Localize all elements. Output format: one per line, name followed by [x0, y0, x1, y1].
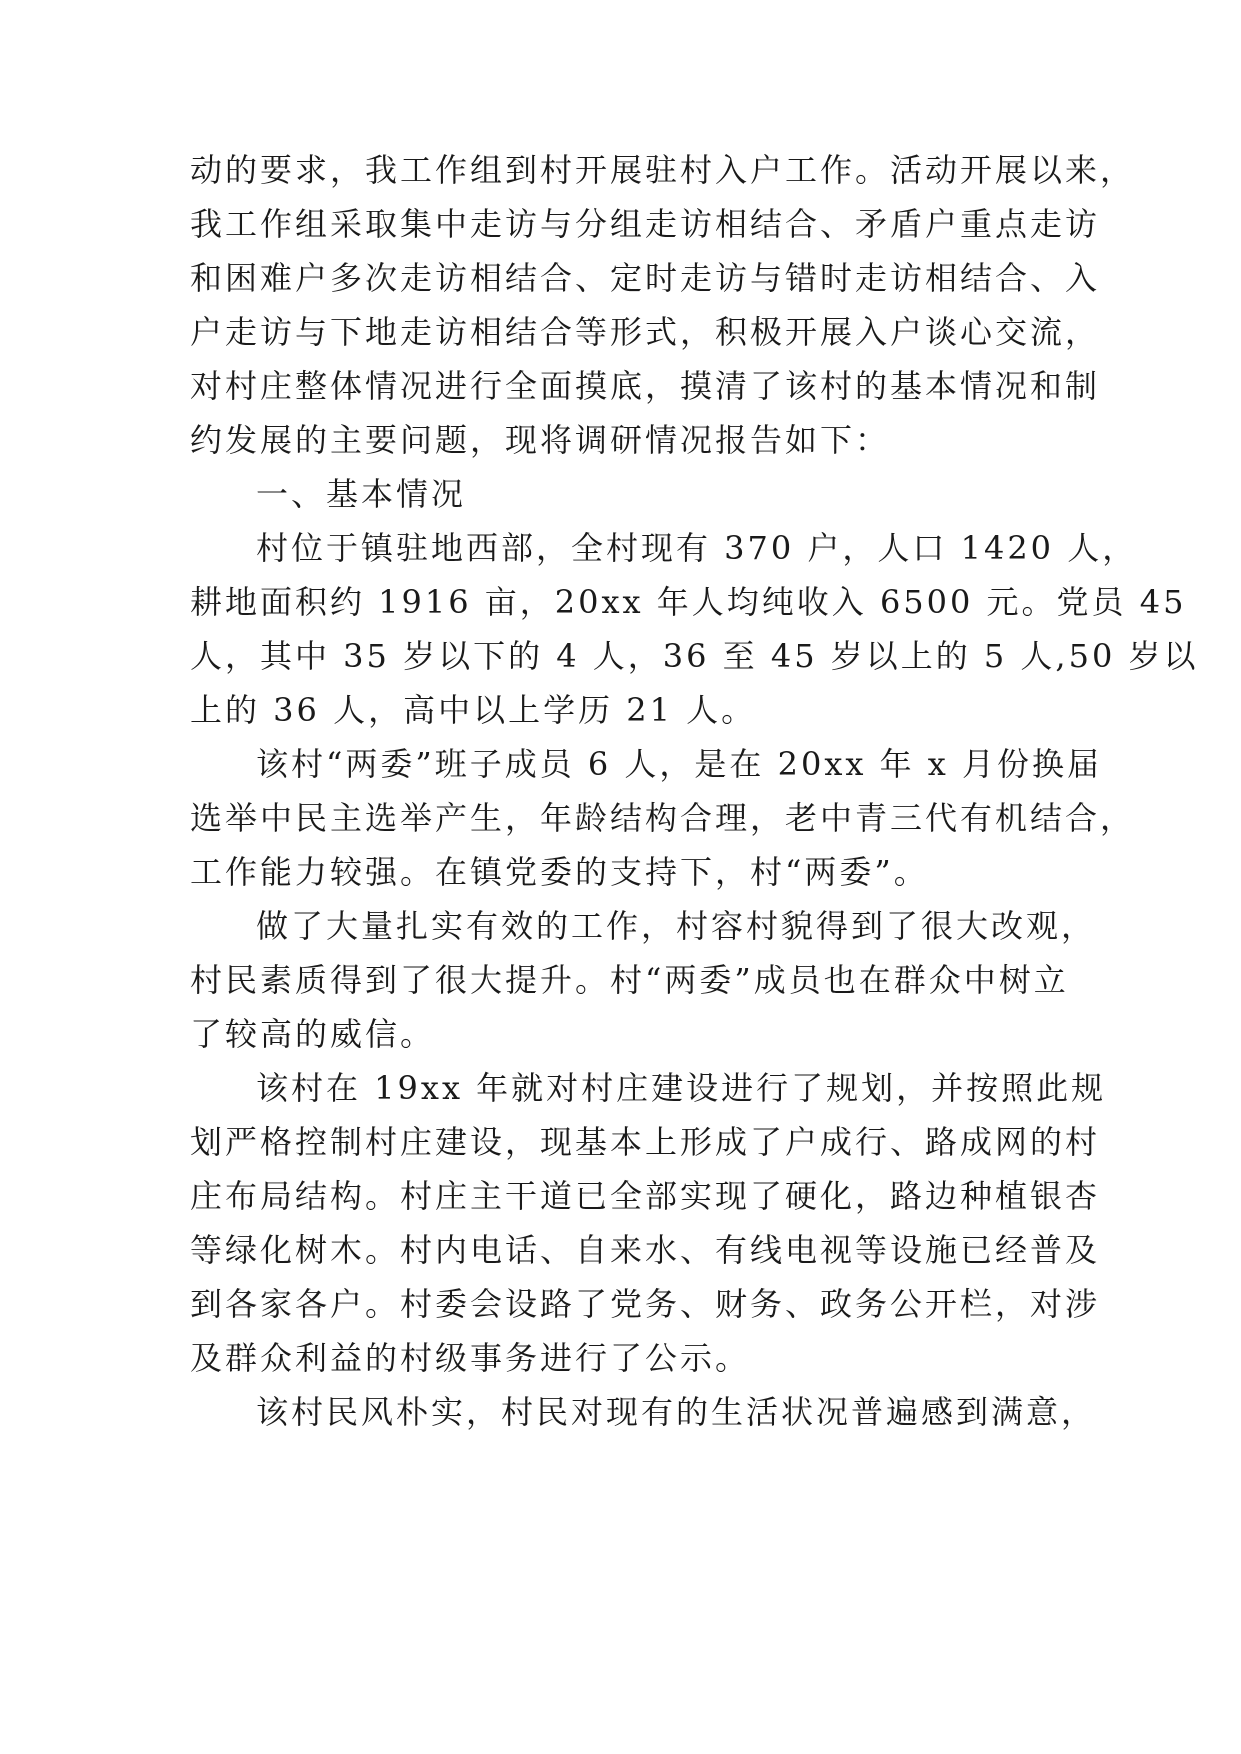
text-line: 动的要求，我工作组到村开展驻村入户工作。活动开展以来，	[190, 151, 1136, 189]
text-line: 到各家各户。村委会设路了党务、财务、政务公开栏，对涉	[190, 1285, 1101, 1323]
text-line: 上的 36 人，高中以上学历 21 人。	[190, 691, 757, 729]
text-line: 庄布局结构。村庄主干道已全部实现了硬化，路边种植银杏	[190, 1177, 1101, 1215]
text-line: 划严格控制村庄建设，现基本上形成了户成行、路成网的村	[190, 1123, 1101, 1161]
text-line: 我工作组采取集中走访与分组走访相结合、矛盾户重点走访	[190, 205, 1101, 243]
text-line: 对村庄整体情况进行全面摸底，摸清了该村的基本情况和制	[190, 367, 1101, 405]
text-line: 该村民风朴实，村民对现有的生活状况普遍感到满意，	[256, 1393, 1097, 1431]
text-line: 及群众利益的村级事务进行了公示。	[190, 1339, 751, 1377]
text-line: 工作能力较强。在镇党委的支持下，村“两委”。	[190, 853, 929, 891]
text-line: 村位于镇驻地西部，全村现有 370 户，人口 1420 人，	[256, 529, 1138, 567]
text-line: 和困难户多次走访相结合、定时走访与错时走访相结合、入	[190, 259, 1101, 297]
text-line: 村民素质得到了很大提升。村“两委”成员也在群众中树立	[190, 961, 1069, 999]
text-line: 人，其中 35 岁以下的 4 人，36 至 45 岁以上的 5 人,50 岁以	[190, 637, 1199, 675]
text-line: 耕地面积约 1916 亩，20xx 年人均纯收入 6500 元。党员 45	[190, 583, 1187, 621]
text-line: 约发展的主要问题，现将调研情况报告如下：	[190, 421, 891, 459]
text-line: 户走访与下地走访相结合等形式，积极开展入户谈心交流，	[190, 313, 1101, 351]
text-line: 选举中民主选举产生，年龄结构合理，老中青三代有机结合，	[190, 799, 1136, 837]
text-line: 做了大量扎实有效的工作，村容村貌得到了很大改观，	[256, 907, 1097, 945]
text-line: 该村“两委”班子成员 6 人，是在 20xx 年 x 月份换届	[256, 745, 1102, 783]
section-heading: 一、基本情况	[256, 475, 467, 513]
text-line: 等绿化树木。村内电话、自来水、有线电视等设施已经普及	[190, 1231, 1101, 1269]
text-line: 该村在 19xx 年就对村庄建设进行了规划，并按照此规	[256, 1069, 1107, 1107]
text-line: 了较高的威信。	[190, 1015, 436, 1053]
